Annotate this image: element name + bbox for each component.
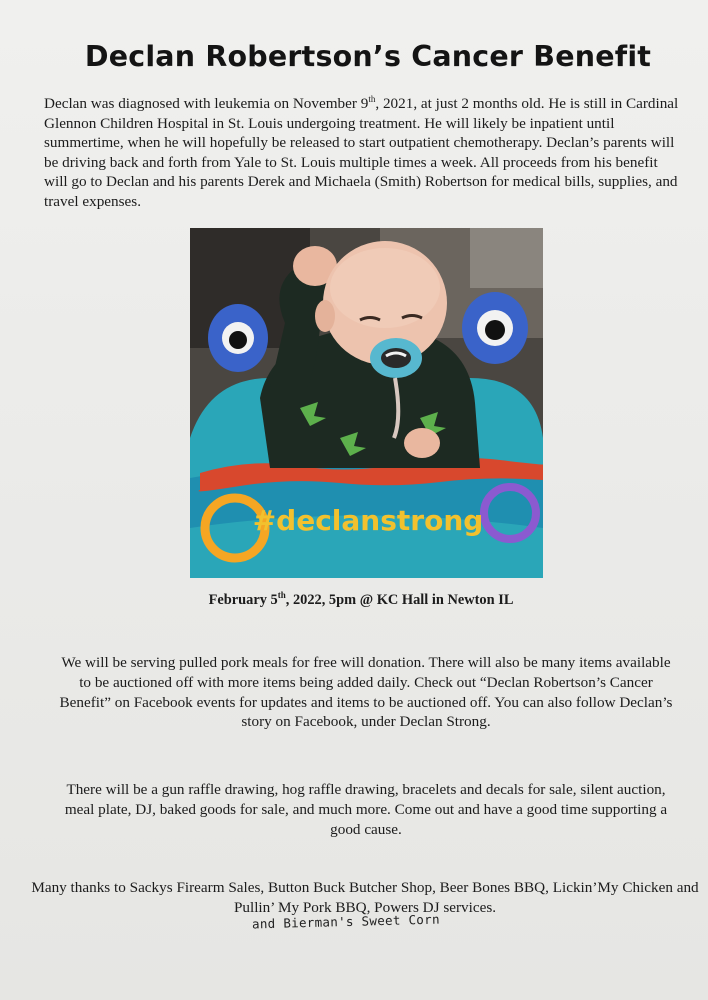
baby-photo — [190, 228, 543, 578]
event-date-start: February 5 — [208, 592, 278, 608]
photo-hashtag: #declanstrong — [252, 504, 484, 537]
food-auction-paragraph: We will be serving pulled pork meals for free will donation. There will also be many items available to be auctioned off with more items being added daily. Check out “Declan Robertson’s Cancer Benefit” on Facebook events for updates and items to be auctioned off. You can also follow Declan’s story on Facebook, under Declan Strong. — [59, 654, 673, 731]
flyer-title: Declan Robertson’s Cancer Benefit — [84, 40, 652, 73]
handwritten-sponsor-note: and Bierman's Sweet Corn — [251, 911, 440, 932]
thanks-paragraph: Many thanks to Sackys Firearm Sales, Button Buck Butcher Shop, Beer Bones BBQ, Lickin’My Chicken and Pullin’ My Pork BBQ, Powers DJ services. — [31, 879, 699, 916]
intro-paragraph — [44, 94, 684, 212]
raffle-paragraph: There will be a gun raffle drawing, hog raffle drawing, bracelets and decals for sale, silent auction, meal plate, DJ, baked goods for sale, and much more. Come out and have a good time supporting a good cause. — [64, 781, 668, 838]
event-date-location — [0, 592, 708, 609]
intro-date-suffix: th — [368, 93, 376, 104]
intro-text-start: Declan was diagnosed with leukemia on November 9 — [44, 95, 369, 112]
event-date-suffix: th — [277, 590, 286, 601]
intro-text-rest: , 2021, at just 2 months old. He is still in Cardinal Glennon Children Hospital in St. Louis undergoing treatment. He will likely be inpatient until summertime, when he will hopefully be released to start outpatient chemotherapy. Declan’s parents will be driving back and forth from Yale to St. Louis multiple times a week. All proceeds from his benefit will go to Declan and his parents Derek and Michaela (Smith) Robertson for medical bills, supplies, and travel expenses. — [44, 95, 679, 210]
event-date-rest: , 2022, 5pm @ KC Hall in Newton IL — [285, 592, 514, 608]
